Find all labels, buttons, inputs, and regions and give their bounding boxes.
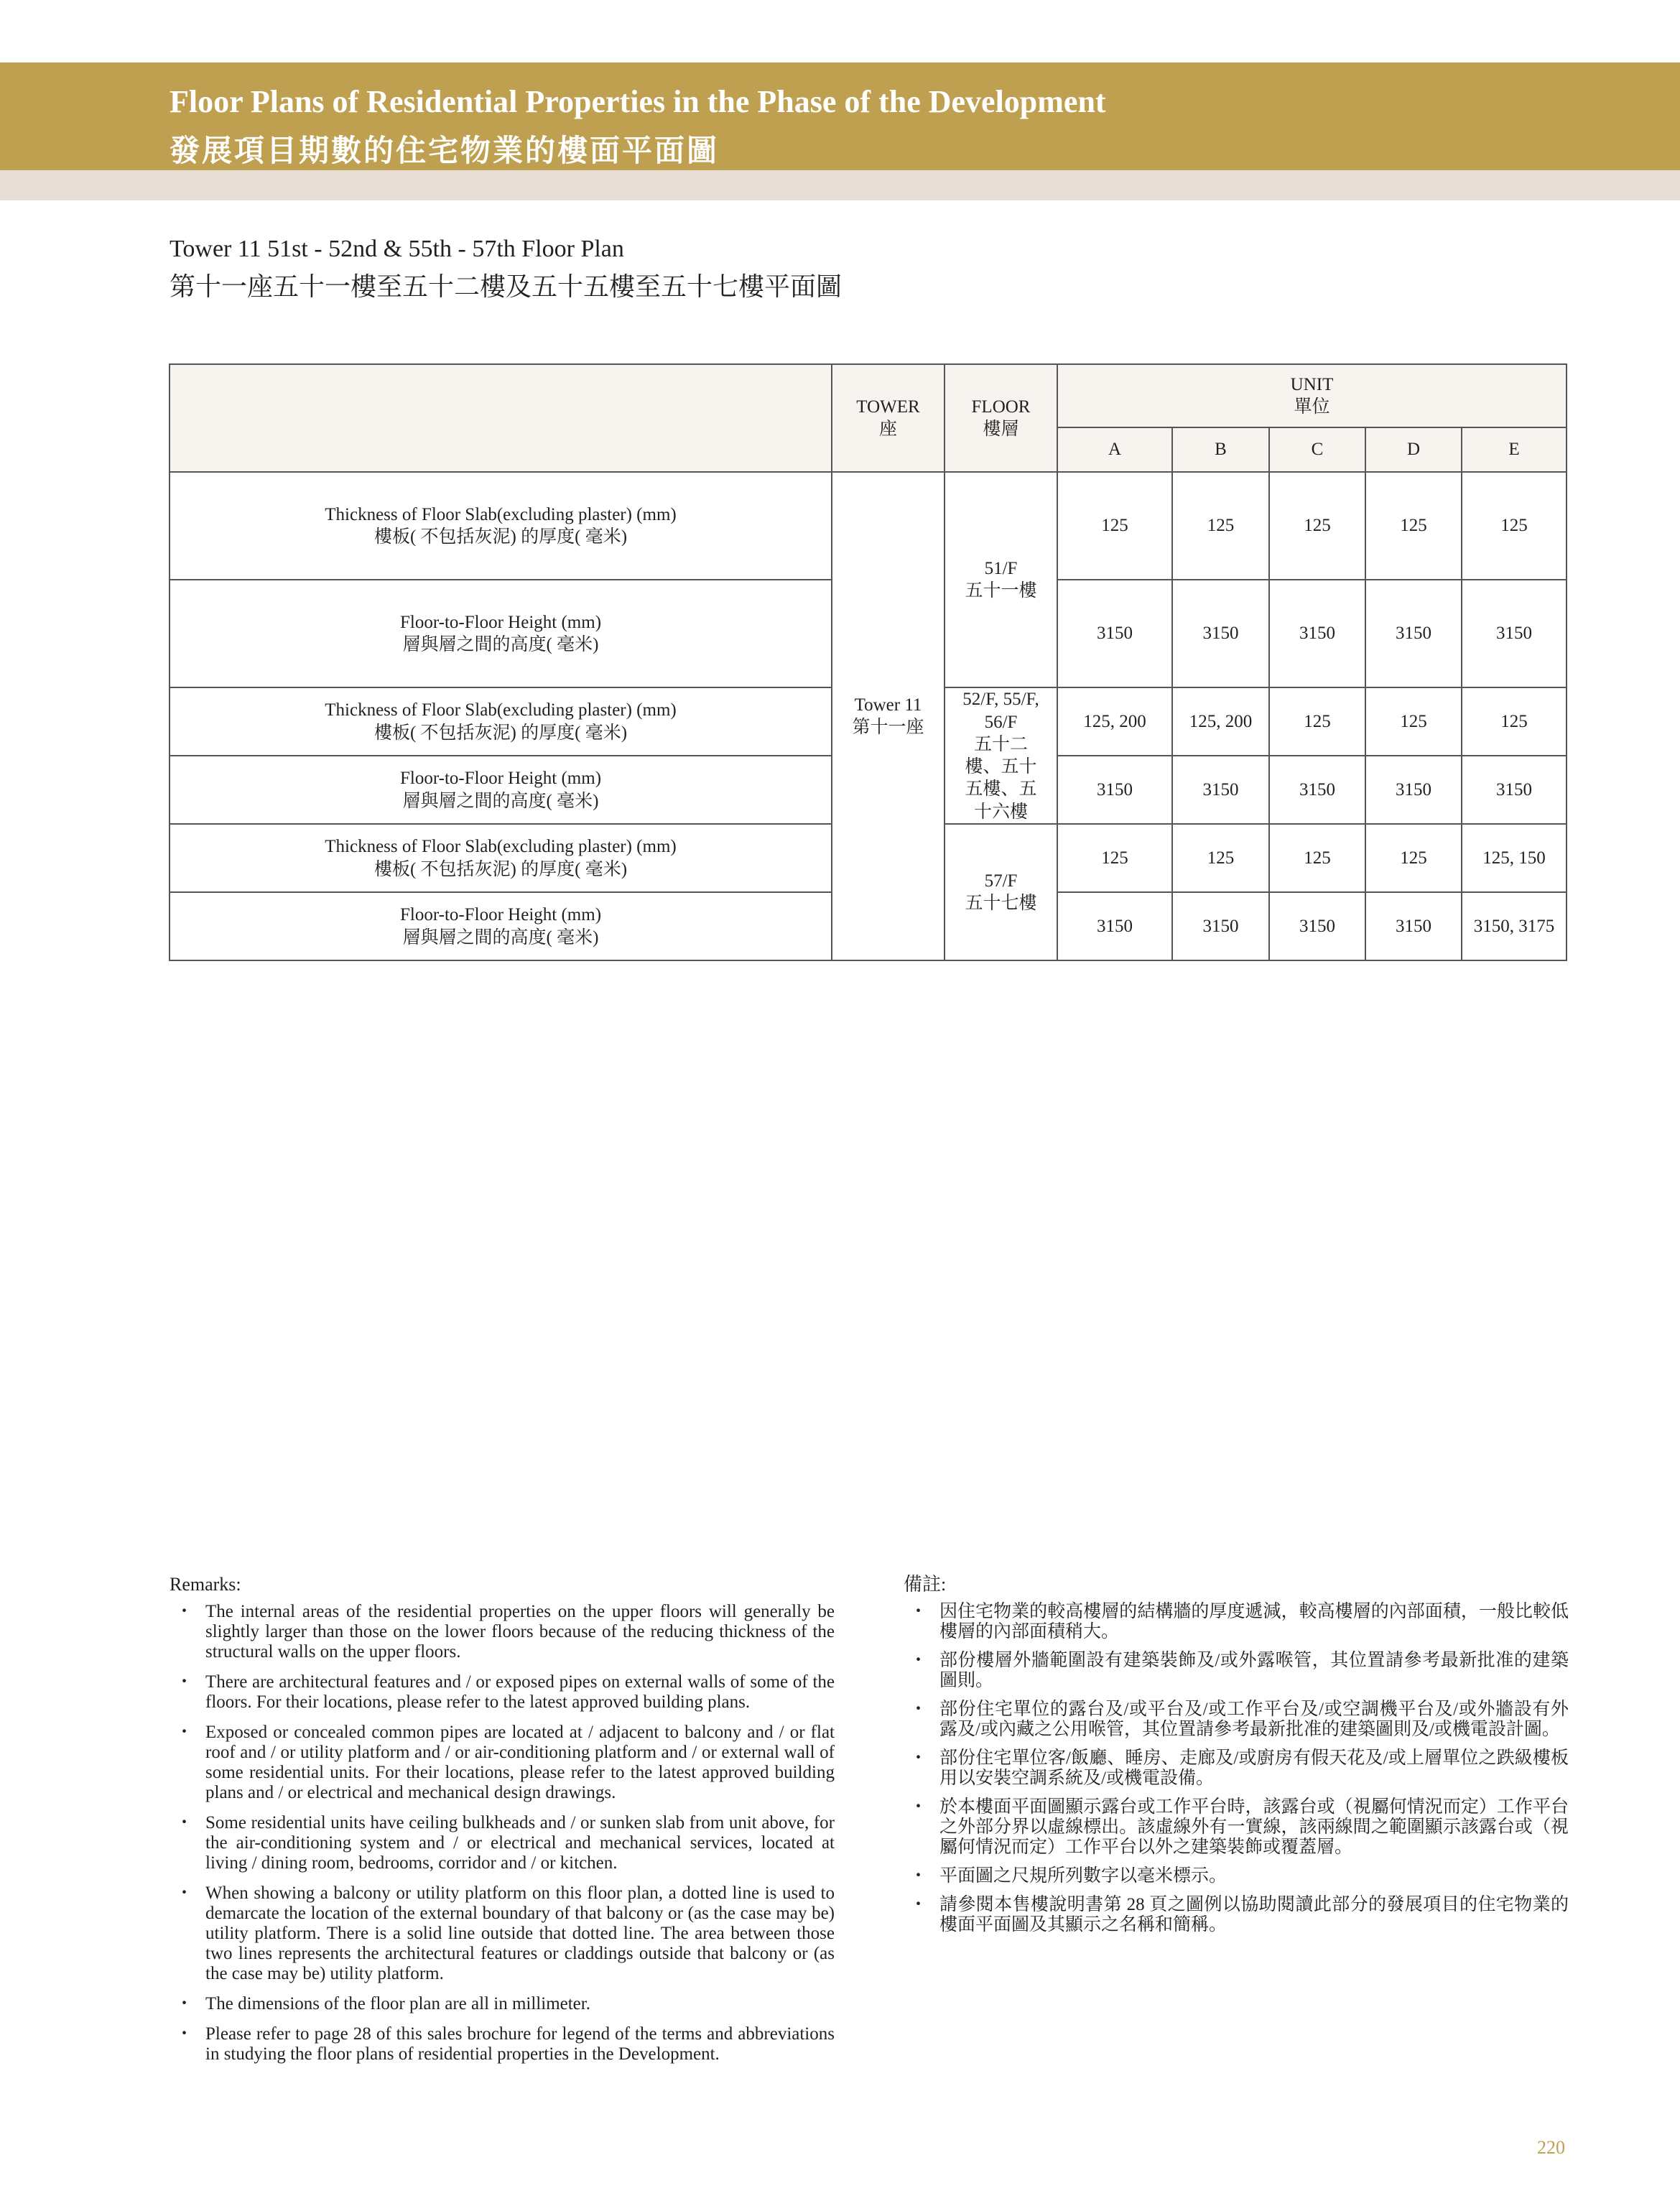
floor-value [945,824,1057,960]
floor-value-en: 51/F [984,558,1018,578]
unit-col-header: E [1462,427,1567,472]
remarks-list-zh [904,1602,1569,1935]
table-cell: 125 [1462,472,1567,580]
floor-spec-table [169,363,1567,961]
tower-header-zh: 座 [878,420,897,439]
list-item [904,1602,1569,1642]
table-cell: 125 [1172,472,1269,580]
table-cell: 125, 200 [1172,687,1269,756]
unit-col-header: A [1057,427,1172,472]
bullet: ・ [909,1866,928,1886]
table-cell: 3150 [1365,892,1462,960]
tower-value [832,472,945,960]
table-cell: 125 [1057,472,1172,580]
list-item [170,1602,835,1662]
table-cell: 3150 [1269,892,1365,960]
tower-header [832,364,945,472]
remark-text: 於本樓面平面圖顯示露台或工作平台時，該露台或（視屬何情況而定）工作平台之外部分界以虛線標出。該虛線外有一實線，該兩線間之範圍顯示該露台或（視屬何情況而定）工作平台以外之建築裝飾或覆蓋層。 [939,1797,1569,1857]
row-label-zh: 樓板( 不包括灰泥) 的厚度( 毫米) [373,723,628,743]
table-cell: 3150, 3175 [1462,892,1567,960]
table-cell: 125 [1269,824,1365,892]
table-cell: 125 [1462,687,1567,756]
plan-title-en: Tower 11 51st - 52nd & 55th - 57th Floor Plan [170,236,624,262]
row-label-zh: 層與層之間的高度( 毫米) [402,791,599,811]
remark-text: 部份樓層外牆範圍設有建築裝飾及/或外露喉管，其位置請參考最新批准的建築圖則。 [939,1651,1569,1690]
table-cell: 3150 [1172,756,1269,824]
tower-header-en: TOWER [856,397,920,417]
table-cell: 3150 [1365,580,1462,687]
table-cell: 3150 [1172,892,1269,960]
table-cell: 3150 [1462,756,1567,824]
table-cell: 125 [1365,472,1462,580]
tower-value-en: Tower 11 [854,695,922,715]
unit-header [1057,364,1567,427]
table-cell: 3150 [1057,756,1172,824]
row-label [170,756,832,824]
plan-title-zh: 第十一座五十一樓至五十二樓及五十五樓至五十七樓平面圖 [170,272,843,301]
bullet: ・ [175,1994,194,2013]
remark-text: 部份住宅單位的露台及/或平台及/或工作平台及/或空調機平台及/或外牆設有外露及/或內藏之公用喉管，其位置請參考最新批准的建築圖則及/或機電設計圖。 [939,1700,1569,1739]
row-label [170,687,832,756]
row-label [170,892,832,960]
unit-header-en: UNIT [1290,374,1334,394]
remark-text: Some residential units have ceiling bulkheads and / or sunken slab from unit above, for the air-conditioning system and / or electrical and mechanical services, located at living / dining room, bedrooms, corridor and / or kitchen. [205,1813,835,1873]
header-title-zh: 發展項目期數的住宅物業的樓面平面圖 [170,135,720,168]
floor-value-zh: 五十二樓、五十五樓、五十六樓 [965,734,1037,822]
list-item [904,1895,1569,1935]
table-cell: 125 [1269,687,1365,756]
bullet: ・ [175,1672,194,1692]
table-cell: 125, 200 [1057,687,1172,756]
bullet: ・ [909,1602,928,1621]
floor-value [945,472,1057,687]
bullet: ・ [175,2024,194,2044]
table-cell: 3150 [1057,892,1172,960]
floor-value [945,687,1057,824]
remarks-list-en [170,1602,835,2064]
floor-header [945,364,1057,472]
unit-col-header: C [1269,427,1365,472]
table-cell: 125 [1057,824,1172,892]
remark-text: 請參閱本售樓說明書第 28 頁之圖例以協助閱讀此部分的發展項目的住宅物業的樓面平面圖及其顯示之名稱和簡稱。 [939,1895,1569,1934]
page-number: 220 [1537,2137,1565,2158]
header-title-en: Floor Plans of Residential Properties in the Phase of the Development [170,84,1106,119]
list-item [904,1700,1569,1740]
remarks-zh [904,1575,1569,1944]
table-row [170,472,1567,580]
table-cell: 3150 [1269,756,1365,824]
bullet: ・ [909,1797,928,1817]
table-corner-cell [170,364,832,472]
bullet: ・ [909,1748,928,1768]
floor-value-zh: 五十七樓 [965,894,1037,913]
row-label [170,824,832,892]
row-label-zh: 層與層之間的高度( 毫米) [402,635,599,654]
bullet: ・ [175,1883,194,1903]
table-cell: 125 [1172,824,1269,892]
floor-header-en: FLOOR [971,397,1031,417]
table-cell: 3150 [1365,756,1462,824]
remarks-en [170,1575,835,2075]
list-item [170,1994,835,2014]
remarks-heading-zh: 備註: [904,1574,947,1595]
bullet: ・ [175,1723,194,1742]
remark-text: Please refer to page 28 of this sales brochure for legend of the terms and abbreviations in studying the floor plans of residential properties in the Development. [205,2024,835,2064]
bullet: ・ [175,1602,194,1621]
list-item [904,1866,1569,1886]
floor-header-zh: 樓層 [983,420,1019,439]
table-cell: 125 [1269,472,1365,580]
table-cell: 125 [1365,824,1462,892]
unit-header-zh: 單位 [1294,397,1330,417]
unit-col-header: B [1172,427,1269,472]
table-cell: 3150 [1172,580,1269,687]
row-label [170,472,832,580]
table-cell: 125, 150 [1462,824,1567,892]
remarks-heading-en: Remarks: [170,1574,241,1595]
row-label-en: Floor-to-Floor Height (mm) [399,769,602,789]
tower-value-zh: 第十一座 [852,718,924,737]
row-label-zh: 層與層之間的高度( 毫米) [402,927,599,947]
list-item [170,1723,835,1803]
row-label-zh: 樓板( 不包括灰泥) 的厚度( 毫米) [373,859,628,879]
table-cell: 3150 [1462,580,1567,687]
table-cell: 3150 [1057,580,1172,687]
list-item [904,1651,1569,1691]
row-label-en: Floor-to-Floor Height (mm) [399,905,602,925]
floor-value-zh: 五十一樓 [965,581,1037,601]
remark-text: The dimensions of the floor plan are all in millimeter. [205,1994,590,2013]
row-label-en: Thickness of Floor Slab(excluding plaster) (mm) [325,700,677,720]
remark-text: 部份住宅單位客/飯廳、睡房、走廊及/或廚房有假天花及/或上層單位之跌級樓板用以安裝空調系統及/或機電設備。 [939,1748,1569,1788]
header-strip [0,170,1680,200]
list-item [904,1797,1569,1858]
row-label [170,580,832,687]
bullet: ・ [909,1895,928,1914]
remark-text: 因住宅物業的較高樓層的結構牆的厚度遞減，較高樓層的內部面積，一般比較低樓層的內部面積稍大。 [939,1602,1569,1641]
remark-text: There are architectural features and / or exposed pipes on external walls of some of the floors. For their locations, please refer to the latest approved building plans. [205,1672,835,1712]
remark-text: 平面圖之尺規所列數字以毫米標示。 [939,1866,1227,1886]
list-item [170,1813,835,1873]
bullet: ・ [175,1813,194,1832]
list-item [170,2024,835,2064]
list-item [170,1883,835,1984]
floor-value-en: 52/F, 55/F, 56/F [962,690,1039,732]
remark-text: Exposed or concealed common pipes are located at / adjacent to balcony and / or flat roof and / or utility platform and / or air-conditioning platform and / or external wall of some residential units. For their locations, please refer to the latest approved building plans and / or electrical and mechanical design drawings. [205,1723,835,1802]
table-cell: 3150 [1269,580,1365,687]
list-item [170,1672,835,1713]
bullet: ・ [909,1700,928,1719]
remark-text: The internal areas of the residential properties on the upper floors will generally be slightly larger than those on the lower floors because of the reducing thickness of the structural walls on the upper floors. [205,1602,835,1662]
row-label-zh: 樓板( 不包括灰泥) 的厚度( 毫米) [373,527,628,547]
list-item [904,1748,1569,1789]
row-label-en: Floor-to-Floor Height (mm) [399,612,602,632]
row-label-en: Thickness of Floor Slab(excluding plaster) (mm) [325,504,677,524]
unit-col-header: D [1365,427,1462,472]
row-label-en: Thickness of Floor Slab(excluding plaster) (mm) [325,837,677,857]
remark-text: When showing a balcony or utility platform on this floor plan, a dotted line is used to demarcate the location of the external boundary of that balcony or (as the case may be) utility platform. There is a solid line outside that dotted line. The area between those two lines represents the architectural features or claddings outside that balcony or (as the case may be) utility platform. [205,1883,835,1983]
floor-value-en: 57/F [984,871,1018,891]
table-cell: 125 [1365,687,1462,756]
bullet: ・ [909,1651,928,1670]
